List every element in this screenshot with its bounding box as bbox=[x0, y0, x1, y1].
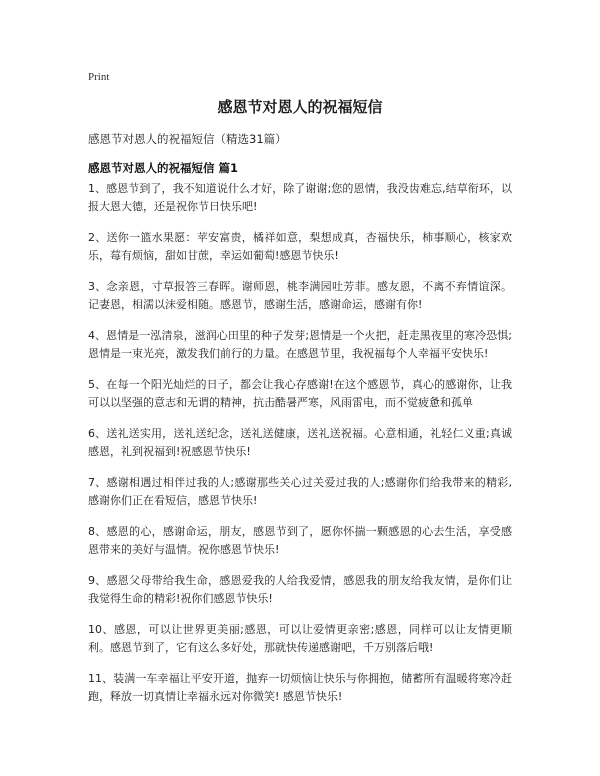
section-heading: 感恩节对恩人的祝福短信 篇1 bbox=[88, 161, 239, 175]
message-paragraph: 6、送礼送实用，送礼送纪念，送礼送健康，送礼送祝福。心意相通，礼轻仁义重;真诚感恩，礼到祝福到!祝感恩节快乐! bbox=[88, 427, 512, 458]
message-paragraph: 10、感恩，可以让世界更美丽;感恩，可以让爱情更亲密;感恩，同样可以让友情更顺利。感恩节到了，它有这么多好处，那就快传递感谢吧，千万别落后哦! bbox=[88, 623, 512, 654]
message-paragraph: 3、念亲恩，寸草报答三春晖。谢师恩，桃李满园吐芳菲。感友恩，不离不弃情谊深。记妻恩，相濡以沫爱相随。感恩节，感谢生活，感谢命运，感谢有你! bbox=[88, 280, 512, 311]
page-title: 感恩节对恩人的祝福短信 bbox=[217, 98, 383, 116]
message-paragraph: 9、感恩父母带给我生命，感恩爱我的人给我爱情，感恩我的朋友给我友情，是你们让我觉得生命的精彩!祝你们感恩节快乐! bbox=[88, 574, 512, 605]
print-link[interactable]: Print bbox=[88, 71, 110, 83]
message-paragraph: 7、感谢相遇过相伴过我的人;感谢那些关心过关爱过我的人;感谢你们给我带来的精彩,感谢你们正在看短信，感恩节快乐! bbox=[88, 476, 512, 507]
message-paragraph: 5、在每一个阳光灿烂的日子，都会让我心存感谢!在这个感恩节，真心的感谢你，让我可以以坚强的意志和无谓的精神，抗击酷暑严寒，风雨雷电，而不觉疲惫和孤单 bbox=[88, 378, 512, 409]
document-subtitle: 感恩节对恩人的祝福短信（精选31篇） bbox=[88, 132, 287, 146]
message-paragraph: 8、感恩的心，感谢命运，朋友，感恩节到了，愿你怀揣一颗感恩的心去生活，享受感恩带来的美好与温情。祝你感恩节快乐! bbox=[88, 525, 512, 556]
message-list bbox=[88, 180, 512, 706]
message-paragraph: 11、装满一车幸福让平安开道，抛弃一切烦恼让快乐与你拥抱，储蓄所有温暖将寒冷赶跑，释放一切真情让幸福永远对你微笑! 感恩节快乐! bbox=[88, 672, 512, 703]
message-paragraph: 4、恩情是一泓清泉，滋润心田里的种子发芽;恩情是一个火把，赶走黑夜里的寒冷恐惧;恩情是一束光亮，激发我们前行的力量。在感恩节里，我祝福每个人幸福平安快乐! bbox=[88, 329, 512, 360]
message-paragraph: 2、送你一篮水果愿：苹安富贵，橘祥如意，梨想成真，杏福快乐，柿事顺心，核家欢乐，莓有烦恼，甜如甘蔗，幸运如葡萄!感恩节快乐! bbox=[88, 231, 512, 262]
message-paragraph: 1、感恩节到了，我不知道说什么才好，除了谢谢;您的恩情，我没齿难忘,结草衔环，以报大恩大德，还是祝你节日快乐吧! bbox=[88, 182, 512, 213]
